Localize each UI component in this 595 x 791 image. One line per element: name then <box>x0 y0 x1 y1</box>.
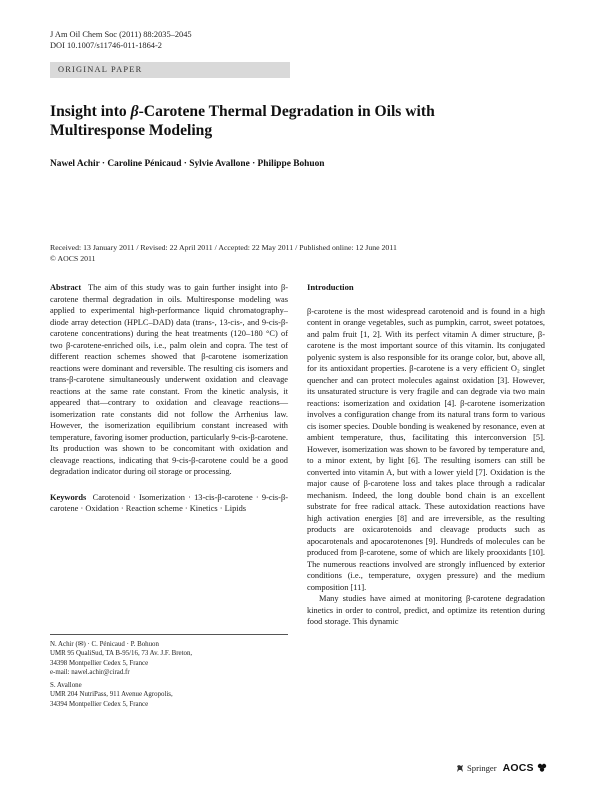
introduction-paragraph-2: Many studies have aimed at monitoring β-carotene degradation kinetics in order to control, predict, and optimize its retention during food storage. This dynamic <box>307 594 545 626</box>
title-pre: Insight into <box>50 103 131 120</box>
aocs-clover-icon <box>536 763 548 773</box>
keywords-text: Carotenoid · Isomerization · 13-cis-β-carotene · 9-cis-β-carotene · Oxidation · Reaction scheme · Kinetics · Lipids <box>50 492 288 513</box>
title-beta: β <box>130 103 139 120</box>
affiliation-1-address-line1: UMR 95 QualiSud, TA B-95/16, 73 Av. J.F. Breton, <box>50 650 193 658</box>
affiliation-2-authors: S. Avallone <box>50 682 82 690</box>
article-type-banner <box>50 62 290 78</box>
affiliation-1 <box>50 640 288 677</box>
affiliation-2-address-line1: UMR 204 NutriPass, 911 Avenue Agropolis, <box>50 691 173 699</box>
keywords-heading: Keywords <box>50 492 87 502</box>
affiliation-2-address-line2: 34394 Montpellier Cedex 5, France <box>50 700 149 708</box>
aocs-logo <box>503 762 548 774</box>
affiliation-2 <box>50 681 288 709</box>
author-affiliations <box>50 634 288 709</box>
springer-logo <box>456 763 497 773</box>
abstract <box>50 282 288 478</box>
affiliation-1-authors: N. Achir (✉) · C. Pénicaud · P. Bohuon <box>50 641 159 648</box>
page-footer <box>456 761 548 775</box>
article-title <box>50 102 470 140</box>
author-list: Nawel Achir · Caroline Pénicaud · Sylvie Avallone · Philippe Bohuon <box>50 159 325 169</box>
abstract-text: The aim of this study was to gain further insight into β-carotene thermal degradation in oils. Multiresponse modeling was applied to experimental high-performance liquid chromatography–diode array detection (HPLC–DAD) data (trans-, 13-cis-, and 9-cis-β-carotene concentrations) during the heat treatments (120–180 °C) of two β-carotene-enriched oils, i.e., palm olein and copra. The test of different reaction schemes showed that β-carotene isomerization reactions were dominant and reversible. The resulting cis isomers and trans-β-carotene simultaneously underwent oxidation and cleavage reactions at the same rate constant. From the kinetic analysis, it appeared that—contrary to oxidation and cleavage reactions—isomerization rate constants did not follow the Arrhenius law. However, the isomerization equilibrium constant increased with temperature, favoring isomer production, particularly 9-cis-β-carotene. Its production was shown to be concomitant with oxidation and cleavage reactions, indicating that 9-cis-β-carotene could be a good degradation indicator during oil storage or processing. <box>50 283 289 476</box>
copyright-notice: © AOCS 2011 <box>50 254 96 263</box>
abstract-heading: Abstract <box>50 283 82 292</box>
introduction-paragraph-1: β-carotene is the most widespread carotenoid and is found in a high content in orange vegetables, such as pumpkin, carrot, sweet potatoes, and palm fruit [1, 2]. With its perfect vitamin A dimer structure, β-carotene is the most important source of this vitamin. Its conjugated polyenic system is also responsible for its orange color, but, above all, for its antioxidant properties. β-carotene is a very efficient O₂ singlet quencher and can protect molecules against oxidation [3]. However, its unsaturated structure is very fragile and can degrade via two main reactions: isomerization and oxidation [4]. β-carotene isomerization involves a configuration change from its natural trans form to various cis isomer species. Double bonding is weakened by resonance, even at ambient temperature, thus, facilitating this interconversion [5]. However, isomerization was shown to be favored by temperature and, to a minor extent, by light [6]. The resulting isomers can still be converted into vitamin A, but with a lower yield [7]. Oxidation is the major cause of β-carotene loss and takes place through a radicalar mechanism. Indeed, the long double bond chain is an excellent substrate for free radical attack. These autoxidation reactions have high activation energies [8] and are irreversible, as the resulting products are oxicarotenoids and cleavage products such as apocarotenals and apocarotenones [9]. Hundreds of molecules can be produced from β-carotene, some of which are likely prooxidants [10]. The numerous reactions involved are strongly influenced by exterior conditions (i.e., temperature, oxygen pressure) and the medium composition [11]. <box>307 306 545 592</box>
article-dates: Received: 13 January 2011 / Revised: 22 April 2011 / Accepted: 22 May 2011 / Published online: 12 June 2011 <box>50 243 397 252</box>
article-type-label: ORIGINAL PAPER <box>58 65 143 74</box>
corresponding-email[interactable]: e-mail: nawel.achir@cirad.fr <box>50 668 130 676</box>
left-column <box>50 282 288 515</box>
springer-horse-icon <box>456 764 464 773</box>
affiliation-1-address-line2: 34398 Montpellier Cedex 5, France <box>50 659 149 667</box>
right-column <box>307 282 545 628</box>
keywords <box>50 492 288 515</box>
title-post: -Carotene Thermal Degradation in Oils with Multiresponse Modeling <box>50 103 435 139</box>
journal-doi[interactable]: DOI 10.1007/s11746-011-1864-2 <box>50 41 162 50</box>
aocs-wordmark: AOCS <box>502 762 534 774</box>
journal-citation: J Am Oil Chem Soc (2011) 88:2035–2045 <box>50 30 192 39</box>
springer-wordmark: Springer <box>467 763 497 773</box>
introduction-heading: Introduction <box>307 282 354 292</box>
